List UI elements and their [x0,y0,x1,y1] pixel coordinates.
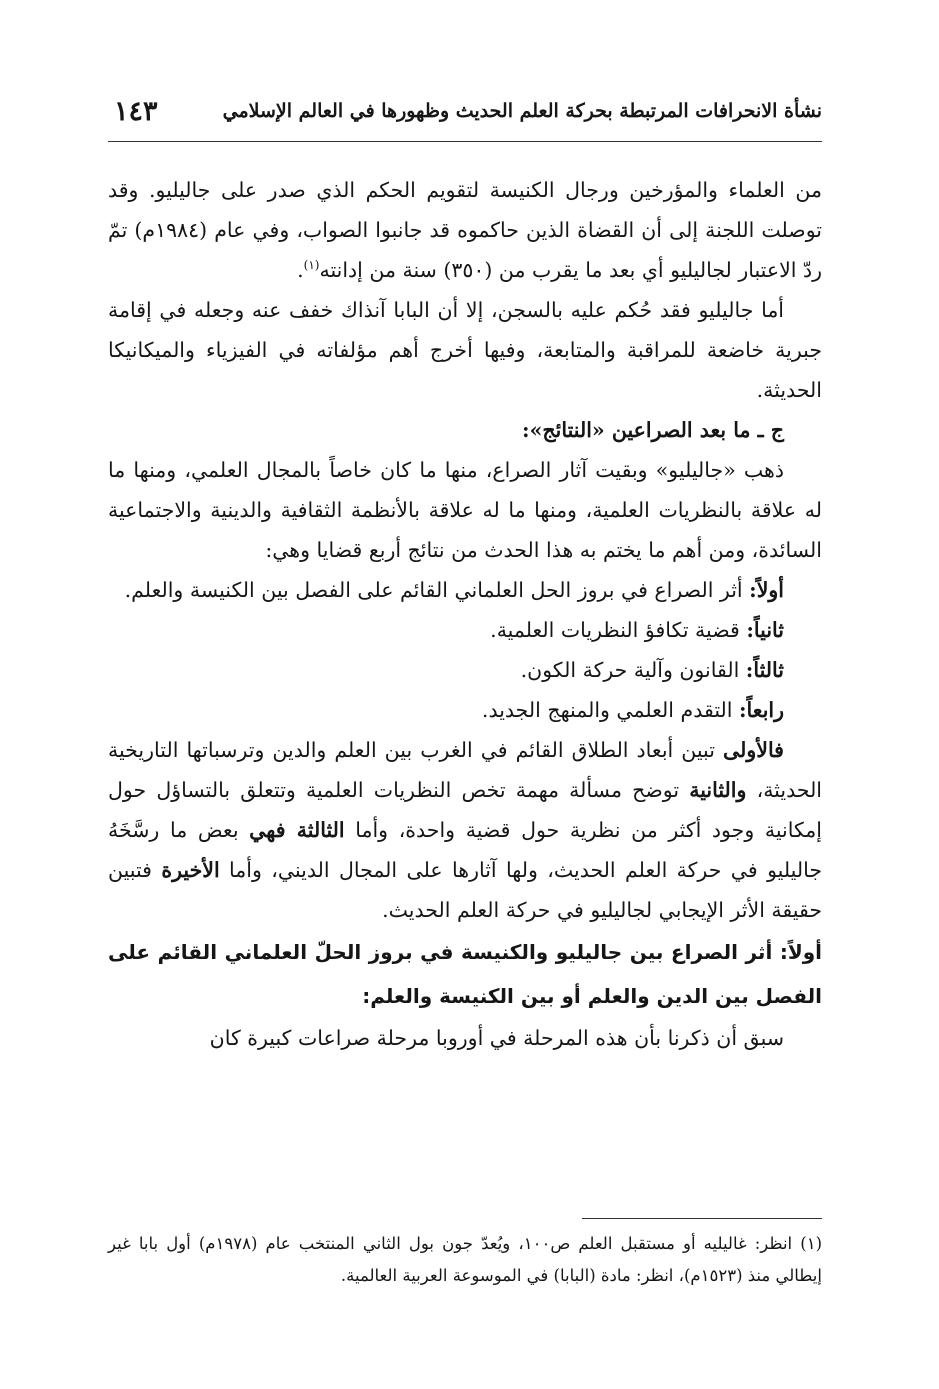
paragraph-5: سبق أن ذكرنا بأن هذه المرحلة في أوروبا مرحلة صراعات كبيرة كان [209,1026,784,1050]
paragraph-3: ذهب «جاليليو» وبقيت آثار الصراع، منها ما كان خاصاً بالمجال العلمي، ومنها ما له علاقة بالنظريات العلمية، ومنها ما له علاقة بالأنظمة الثقافية والدينية والاجتماعية السائدة، ومن أهم ما يختم به هذا الحدث من نتائج أربع قضايا وهي: [108,458,822,562]
footnote-ref: (١) [303,258,320,273]
footnote-text: (١) انظر: غاليليه أو مستقبل العلم ص١٠٠، ويُعدّ جون بول الثاني المنتخب عام (١٩٧٨م) أول بابا غير إيطالي منذ (١٥٢٣م)، انظر: مادة (البابا) في الموسوعة العربية العالمية. [108,1234,822,1285]
list-item-first [108,570,822,610]
footnote [108,1228,822,1292]
list-label: ثالثاً: [745,658,784,682]
header-rule [108,141,822,142]
paragraph-2: أما جاليليو فقد حُكم عليه بالسجن، إلا أن البابا آنذاك خفف عنه وجعله في إقامة جبرية خاضعة للمراقبة والمتابعة، وفيها أخرج أهم مؤلفاته في الفيزياء والميكانيكا الحديثة. [108,298,822,402]
list-text: قضية تكافؤ النظريات العلمية. [490,618,747,642]
paragraph-1-text: من العلماء والمؤرخين ورجال الكنيسة لتقويم الحكم الذي صدر على جاليليو. وقد توصلت اللجنة إلى أن القضاة الذين حاكموه قد جانبوا الصواب، وفي عام (١٩٨٤م) تمّ ردّ الاعتبار لجاليليو أي بعد ما يقرب من (٣٥٠) سنة من إدانته [108,178,822,282]
list-text: القانون وآلية حركة الكون. [520,658,746,682]
subheading-results: ج ـ ما بعد الصراعين «النتائج»: [522,418,784,442]
bold-term-last: الأخيرة [161,858,220,882]
paragraph-4-text-1: تبين أبعاد الطلاق القائم في الغرب بين العلم والدين وترسباتها التاريخية الحديثة، [108,738,823,802]
bold-term-third: الثالثة فهي [249,818,345,842]
bold-term-second: والثانية [689,778,747,802]
section-heading: أولاً: أثر الصراع بين جاليليو والكنيسة في بروز الحلّ العلماني القائم على الفصل بين الدين والعلم أو بين الكنيسة والعلم: [108,940,822,1008]
list-label: رابعاً: [738,698,784,722]
footnote-rule [582,1218,822,1219]
paragraph-4 [108,730,822,930]
list-text: التقدم العلمي والمنهج الجديد. [481,698,739,722]
paragraph-1-end: . [297,258,304,282]
list-label: ثانياً: [746,618,784,642]
list-item-second [108,610,822,650]
list-label: أولاً: [749,578,784,602]
paragraph-4-text-4: فتبين حقيقة الأثر الإيجابي لجاليليو في حركة العلم الحديث. [108,858,822,922]
list-item-third [108,650,822,690]
paragraph-1 [108,170,822,290]
bold-term-first: فالأولى [723,738,784,762]
list-text: أثر الصراع في بروز الحل العلماني القائم على الفصل بين الكنيسة والعلم. [124,578,750,602]
list-item-fourth [108,690,822,730]
page-number: ١٤٣ [114,96,158,127]
running-title: نشأة الانحرافات المرتبطة بحركة العلم الحديث وظهورها في العالم الإسلامي [222,100,822,122]
paragraph-4-text-2: توضح مسألة مهمة تخص النظريات العلمية وتتعلق بالتساؤل حول إمكانية وجود أكثر من نظرية حول قضية واحدة، وأما [108,778,822,842]
page-header [108,96,822,140]
main-text [108,170,822,1058]
paragraph-4-text-3: بعض ما رسَّخَهُ جاليليو في حركة العلم الحديث، ولها آثارها على المجال الديني، وأما [108,818,822,882]
